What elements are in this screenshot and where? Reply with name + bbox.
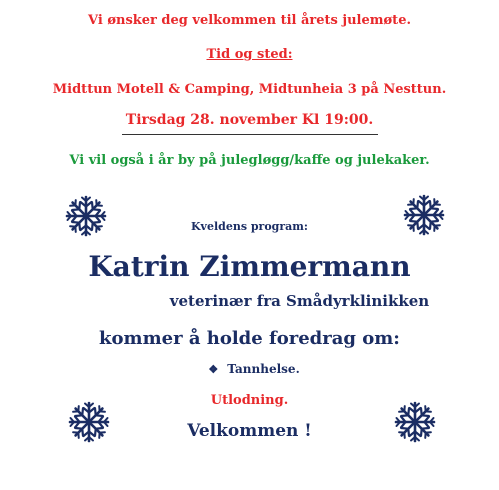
time-place-label: Tid og sted: — [206, 47, 293, 62]
time-place-heading — [0, 47, 499, 62]
refreshments-text: Vi vil også i år by på julegløgg/kaffe og julekaker. — [69, 153, 430, 168]
snowflake-icon — [393, 400, 437, 444]
speaker-role: veterinær fra Smådyrklinikken — [169, 292, 430, 310]
welcome-text: Vi ønsker deg velkommen til årets julemøte. — [88, 13, 411, 28]
program-heading: Kveldens program: — [191, 220, 308, 233]
talk-intro: kommer å holde foredrag om: — [99, 328, 400, 349]
topic-list-item — [0, 362, 499, 376]
event-date-time: Tirsdag 28. november Kl 19:00. — [125, 112, 374, 128]
venue-address: Midttun Motell & Camping, Midtunheia 3 på Nesttun. — [52, 82, 447, 97]
closing-greeting: Velkommen ! — [187, 421, 312, 441]
diamond-bullet-icon: ❖ — [208, 363, 219, 376]
snowflake-icon — [67, 400, 111, 444]
topic-title: Tannhelse. — [227, 362, 300, 376]
speaker-name: Katrin Zimmermann — [88, 250, 411, 283]
date-underline-rule — [122, 134, 378, 135]
prize-draw-text: Utlodning. — [210, 393, 289, 408]
